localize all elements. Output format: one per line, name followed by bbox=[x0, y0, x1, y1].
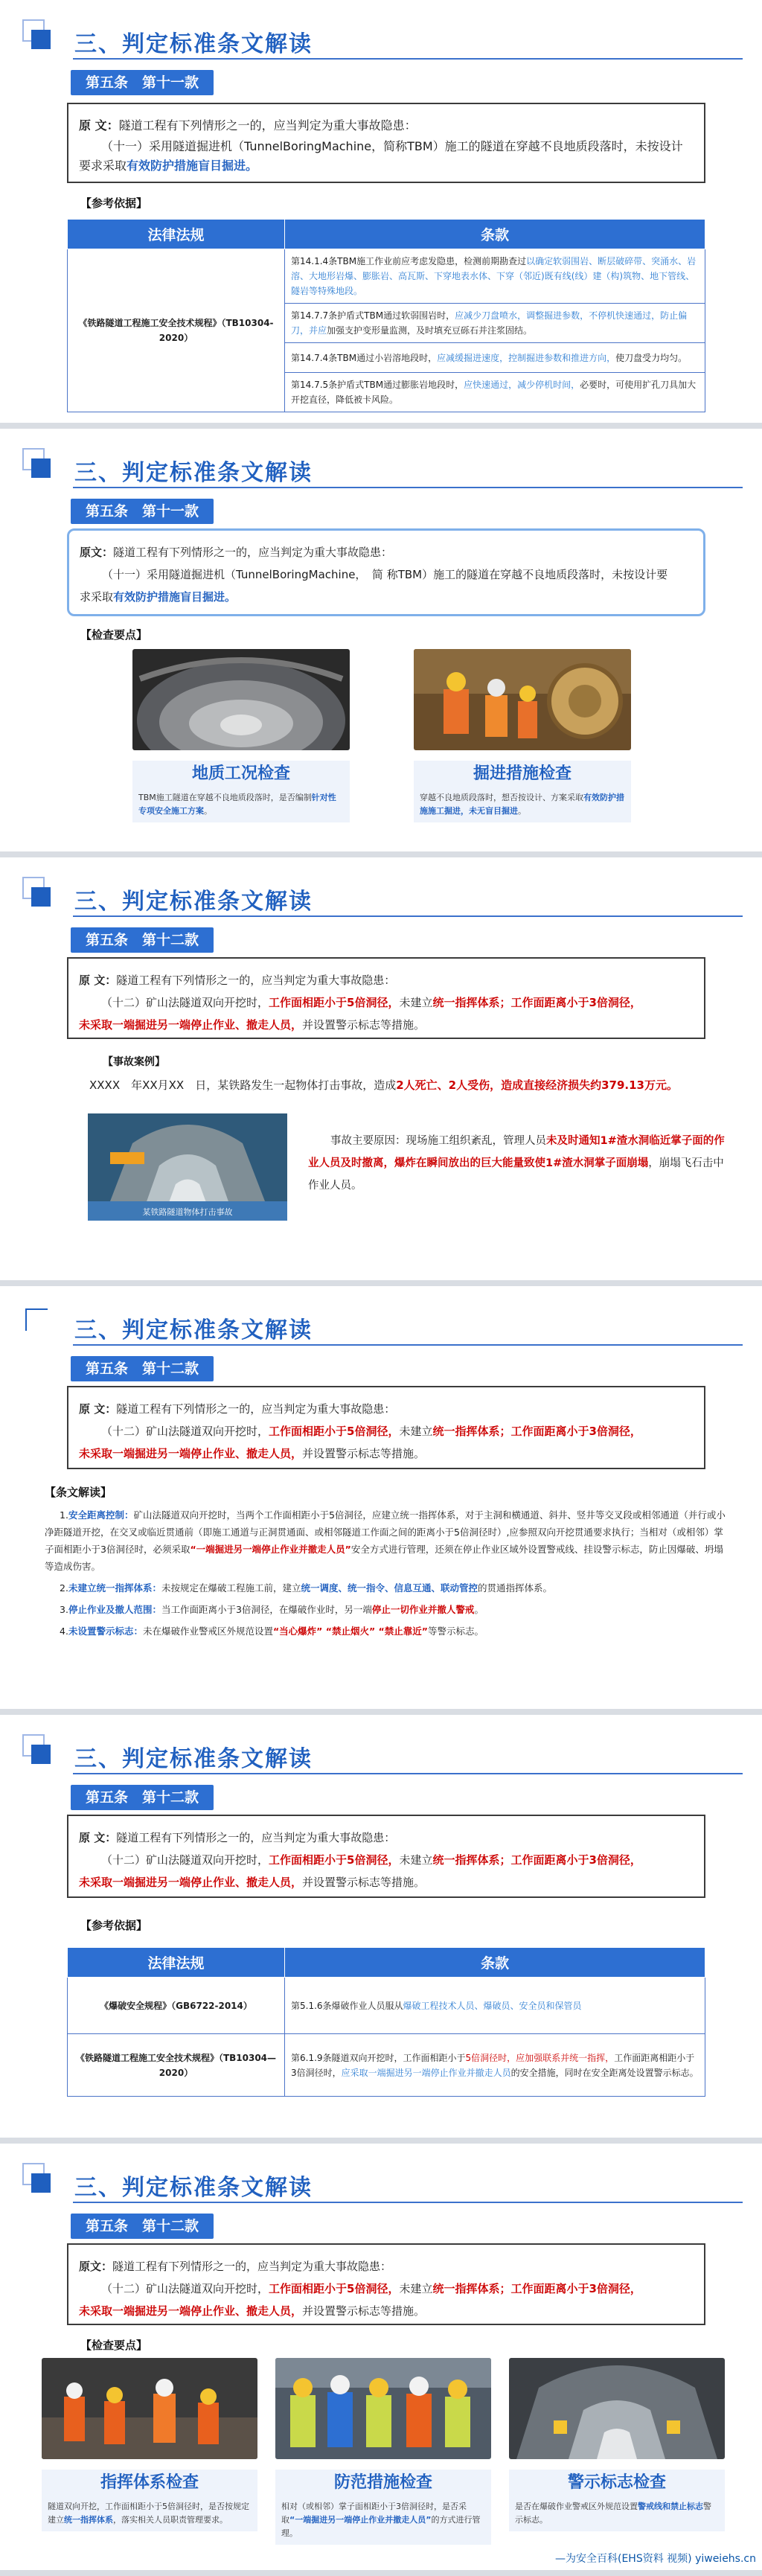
row-text: 工作面距离相距小于3倍洞径时， bbox=[291, 2052, 695, 2078]
card-text: 穿越不良地质段落时，想否按设计、方案采取有效防护措施施工掘进，未无盲目掘进。 bbox=[420, 793, 624, 816]
row-text: 使刀盘受力均匀。 bbox=[615, 352, 688, 363]
table-header: 法律法规 bbox=[68, 1948, 285, 1978]
clause-red: 统一指挥体系；工作面距离小于3倍洞径， bbox=[432, 1425, 641, 1438]
row-highlight: 应采取一端掘进另一端停止作业并撤走人员 bbox=[341, 2067, 511, 2078]
clause-line: 并设置警示标志等措施。 bbox=[302, 1018, 426, 1032]
title-underline bbox=[73, 2202, 743, 2203]
slide-2 bbox=[0, 429, 762, 851]
slide-1 bbox=[0, 0, 762, 423]
card-title: 指挥体系检查 bbox=[100, 2473, 199, 2492]
clause-red: 工作面相距小于5倍洞径， bbox=[269, 996, 400, 1009]
card-title: 地质工况检查 bbox=[191, 764, 290, 783]
clause-line: 隧道工程有下列情形之一的，应当判定为重大事故隐患： bbox=[112, 2260, 392, 2273]
title-underline bbox=[73, 915, 743, 917]
clause-line: （十一）采用隧道掘进机（TunnelBoringMachine，简称TBM）施工的隧道在穿越不良地质段落时，未按设计要求采取 bbox=[79, 139, 683, 173]
ref-heading: 【参考依据】 bbox=[80, 1919, 148, 1932]
clause-line: 隧道工程有下列情形之一的，应当判定为重大事故隐患： bbox=[116, 974, 396, 987]
row-text: 第14.7.4条TBM通过小岩溶地段时， bbox=[291, 352, 438, 363]
check-card bbox=[414, 649, 631, 822]
safety-meeting-photo bbox=[275, 2358, 491, 2459]
card-text: 相对（或相邻）掌子面相距小于3倍洞径时，是否采取“一端掘进另一端停止作业并撤走人员”的方式进行管理。 bbox=[281, 2502, 481, 2538]
case-photo-card bbox=[88, 1113, 287, 1224]
clause-red: 统一指挥体系；工作面距离小于3倍洞径， bbox=[432, 996, 641, 1009]
row-highlight: 岩爆、膨胀岩、高瓦斯、下穿地表水体、下穿（邻近)既有线(线）建（构)筑物、地下管线、隧岩等特殊地段。 bbox=[291, 271, 695, 296]
clause-line: 求采取 bbox=[80, 590, 114, 604]
tunnel-warning-photo bbox=[509, 2358, 725, 2459]
command-team-photo bbox=[42, 2358, 257, 2459]
table-row bbox=[68, 1978, 705, 2034]
clause-tag: 第五条 第十二款 bbox=[71, 1356, 214, 1381]
card-title: 掘进措施检查 bbox=[473, 764, 572, 783]
card-text: TBM施工隧道在穿越不良地质段落时，是否编制针对性专项安全施工方案。 bbox=[138, 793, 336, 816]
clause-prefix: 原 文： bbox=[79, 1831, 117, 1844]
points-heading: 【检查要点】 bbox=[80, 2339, 148, 2352]
clause-line: 隧道工程有下列情形之一的，应当判定为重大事故隐患： bbox=[118, 118, 417, 132]
ref-heading: 【参考依据】 bbox=[80, 196, 148, 210]
decor-square-fill bbox=[31, 30, 51, 49]
row-text: 第14.7.7条护盾式TBM通过软弱围岩时， bbox=[291, 310, 455, 321]
interp-heading: 【条文解读】 bbox=[45, 1486, 112, 1499]
clause-line: 并设置警示标志等措施。 bbox=[302, 1876, 426, 1889]
row-red: 5倍洞径时，应加强联系并统一指挥， bbox=[465, 2052, 615, 2063]
row-text: 的安全措施，同时在安全距离处设置警示标志。 bbox=[510, 2067, 699, 2078]
decor-square-fill bbox=[31, 1745, 51, 1764]
slide-4 bbox=[0, 1286, 762, 1709]
clause-red: 统一指挥体系；工作面距离小于3倍洞径， bbox=[432, 1853, 641, 1867]
clause-line: 未建立 bbox=[399, 1853, 433, 1867]
clause-tag: 第五条 第十二款 bbox=[71, 2214, 214, 2239]
clause-line: 并设置警示标志等措施。 bbox=[302, 1447, 426, 1460]
section-title: 三、判定标准条文解读 bbox=[74, 1317, 313, 1343]
points-heading: 【检查要点】 bbox=[80, 628, 148, 642]
clause-box bbox=[67, 528, 705, 616]
clause-tag: 第五条 第十一款 bbox=[71, 499, 214, 524]
clause-red: 工作面相距小于5倍洞径， bbox=[269, 1425, 400, 1438]
section-title: 三、判定标准条文解读 bbox=[74, 889, 313, 915]
decor-square-fill bbox=[31, 887, 51, 907]
interp-item: 2.未建立统一指挥体系：未按规定在爆破工程施工前，建立统一调度、统一指令、信息互通、联动管控的贯通指挥体系。 bbox=[60, 1582, 552, 1594]
law-table bbox=[67, 1947, 705, 2097]
decor-square-fill bbox=[31, 458, 51, 478]
clause-box bbox=[67, 957, 705, 1039]
clause-box bbox=[67, 2243, 705, 2325]
check-card bbox=[275, 2358, 491, 2545]
clause-line: （十一）采用隧道掘进机（TunnelBoringMachine， 简 称TBM）施工的隧道在穿越不良地质段落时，未按设计要 bbox=[102, 568, 668, 581]
check-card bbox=[42, 2358, 257, 2531]
row-text: 必要时，可使用扩孔刀具加大开挖直径，降低被卡风险。 bbox=[291, 380, 697, 405]
clause-tag: 第五条 第十二款 bbox=[71, 927, 214, 953]
interp-item: 4.未设置警示标志：未在爆破作业警戒区外规范设置“当心爆炸” “禁止烟火” “禁止靠近”等警示标志。 bbox=[60, 1626, 484, 1637]
clause-prefix: 原 文： bbox=[79, 974, 117, 987]
check-card bbox=[132, 649, 350, 822]
row-text: 第6.1.9条隧道双向开挖时，工作面相距小于 bbox=[291, 2052, 466, 2063]
interp-body bbox=[39, 1506, 738, 1644]
row-highlight: 应减少刀盘喷水，调整掘进参数，不停机快速通过，防止偏刀，并应 bbox=[291, 310, 688, 336]
law-table bbox=[67, 219, 705, 412]
clause-line: 并设置警示标志等措施。 bbox=[302, 2304, 426, 2318]
clause-highlight: 有效防护措施盲目掘进。 bbox=[113, 590, 237, 604]
clause-line: （十二）矿山法隧道双向开挖时， bbox=[101, 1425, 269, 1438]
clause-red: 工作面相距小于5倍洞径， bbox=[269, 1853, 400, 1867]
clause-red: 工作面相距小于5倍洞径， bbox=[269, 2282, 400, 2295]
standard-cell: 《铁路隧道工程施工安全技术规程》（TB10304—2020） bbox=[68, 2034, 285, 2097]
row-highlight: 应减缓掘进速度，控制掘进参数和推进方向， bbox=[437, 352, 616, 363]
row-highlight: 爆破工程技术人员、爆破员、安全员和保管员 bbox=[403, 2000, 582, 2011]
standard-cell: 《铁路隧道工程施工安全技术规程》（TB10304-2020） bbox=[68, 249, 285, 412]
section-title: 三、判定标准条文解读 bbox=[74, 31, 313, 57]
title-underline bbox=[73, 487, 743, 488]
clause-prefix: 原文： bbox=[79, 2260, 113, 2273]
row-text: 第5.1.6条爆破作业人员服从 bbox=[291, 2000, 403, 2011]
standard-cell: 《爆破安全规程》（GB6722-2014） bbox=[68, 1978, 285, 2034]
row-text: 第14.7.5条护盾式TBM通过膨胀岩地段时， bbox=[291, 380, 464, 390]
table-header: 法律法规 bbox=[68, 220, 285, 249]
decor-corner bbox=[25, 1308, 48, 1331]
table-row bbox=[68, 249, 705, 304]
card-text: 是否在爆破作业警戒区外规范设置警戒线和禁止标志警示标志。 bbox=[515, 2502, 711, 2525]
footer-brand: —为安全百科(EHS资料 视频) yiweiehs.cn bbox=[554, 2553, 756, 2565]
slide-6 bbox=[0, 2144, 762, 2570]
title-underline bbox=[73, 58, 743, 60]
row-text: 第14.1.4条TBM施工作业前应考虑发隐患，检测前期勘查过 bbox=[291, 256, 527, 266]
workers-tunnel-photo bbox=[414, 649, 631, 750]
clause-red: 未采取一端掘进另一端停止作业、撤走人员， bbox=[79, 1876, 303, 1889]
clause-line: 隧道工程有下列情形之一的，应当判定为重大事故隐患： bbox=[113, 546, 393, 559]
clause-line: 隧道工程有下列情形之一的，应当判定为重大事故隐患： bbox=[116, 1402, 396, 1416]
interp-item: 3.停止作业及撤人范围：当工作面距离小于3倍洞径，在爆破作业时，另一端停止一切作业并撤人警戒。 bbox=[60, 1604, 484, 1615]
cause-text: 事故主要原因：现场施工组织紊乱，管理人员未及时通知1#渣水洞临近掌子面的作业人员及时撤离，爆炸在瞬间放出的巨大能量致使1#渣水洞掌子面崩塌，崩塌飞石击中作业人员。 bbox=[308, 1135, 725, 1192]
tbm-cutterhead-photo bbox=[132, 649, 350, 750]
clause-line: （十二）矿山法隧道双向开挖时， bbox=[101, 996, 269, 1009]
clause-box bbox=[67, 103, 705, 183]
clause-line: （十二）矿山法隧道双向开挖时， bbox=[101, 2282, 269, 2295]
clause-prefix: 原 文： bbox=[79, 118, 119, 132]
card-title: 警示标志检查 bbox=[567, 2473, 666, 2492]
clause-line: 隧道工程有下列情形之一的，应当判定为重大事故隐患： bbox=[116, 1831, 396, 1844]
table-row bbox=[68, 2034, 705, 2097]
photo-caption: 某铁路隧道物体打击事故 bbox=[142, 1207, 233, 1217]
clause-line: 未建立 bbox=[399, 1425, 433, 1438]
clause-prefix: 原文： bbox=[80, 546, 114, 559]
interp-item: 1.安全距离控制：矿山法隧道双向开挖时，当两个工作面相距小于5倍洞径，应建立统一指挥体系，对于主洞和横通道、斜井、竖井等交叉段或相邻通道（并行或小净距隧道开挖，在交叉或临近贯通前（即施工通道与正洞贯通面、或相邻隧道工作面之间的距离小于5倍洞径时）,应参照双向开挖贯通要求执行；当相对（或相邻）掌子面相距小于3倍洞径时，必须采取“一端掘进另一端停止作业并撤走人员”安全方式进行管理，还须在停止作业区域外设置警戒线、挂设警示标志，防止因爆破、坍塌等造成伤害。 bbox=[45, 1509, 726, 1572]
title-underline bbox=[73, 1344, 743, 1346]
decor-square-fill bbox=[31, 2173, 51, 2193]
clause-tag: 第五条 第十二款 bbox=[71, 1785, 214, 1810]
case-line: XXXX 年XX月XX 日，某铁路发生一起物体打击事故，造成2人死亡、2人受伤，造成直接经济损失约379.13万元。 bbox=[89, 1078, 678, 1092]
slide-3 bbox=[0, 857, 762, 1280]
clause-prefix: 原 文： bbox=[79, 1402, 117, 1416]
clause-red: 未采取一端掘进另一端停止作业、撤走人员， bbox=[79, 1447, 303, 1460]
case-heading: 【事故案例】 bbox=[103, 1056, 165, 1068]
section-title: 三、判定标准条文解读 bbox=[74, 1746, 313, 1772]
clause-red: 未采取一端掘进另一端停止作业、撤走人员， bbox=[79, 1018, 303, 1032]
clause-red: 统一指挥体系；工作面距离小于3倍洞径， bbox=[432, 2282, 641, 2295]
clause-line: 未建立 bbox=[399, 2282, 433, 2295]
check-card bbox=[509, 2358, 725, 2531]
section-title: 三、判定标准条文解读 bbox=[74, 460, 313, 486]
clause-line: （十二）矿山法隧道双向开挖时， bbox=[101, 1853, 269, 1867]
clause-highlight: 有效防护措施盲目掘进。 bbox=[127, 159, 258, 173]
section-title: 三、判定标准条文解读 bbox=[74, 2175, 313, 2201]
clause-line: 未建立 bbox=[399, 996, 433, 1009]
clause-red: 未采取一端掘进另一端停止作业、撤走人员， bbox=[79, 2304, 303, 2318]
table-header: 条款 bbox=[285, 220, 705, 249]
clause-box bbox=[67, 1815, 705, 1898]
row-text: 加强支护变形量监测，及时填充豆砾石并注浆固结。 bbox=[327, 325, 533, 336]
card-title: 防范措施检查 bbox=[333, 2473, 432, 2492]
clause-box bbox=[67, 1386, 705, 1469]
slide-5 bbox=[0, 1715, 762, 2138]
accident-site-photo bbox=[88, 1113, 287, 1221]
row-highlight: 以确定软弱围岩、断层破碎带、突涌水、岩溶、大地形 bbox=[291, 256, 697, 281]
table-header: 条款 bbox=[285, 1948, 705, 1978]
clause-tag: 第五条 第十一款 bbox=[71, 70, 214, 95]
card-text: 隧道双向开挖，工作面相距小于5倍洞径时，是否按规定建立统一指挥体系，落实相关人员职责管理要求。 bbox=[48, 2502, 249, 2525]
title-underline bbox=[73, 1773, 743, 1774]
row-highlight: 应快速通过，减少停机时间， bbox=[464, 380, 580, 390]
